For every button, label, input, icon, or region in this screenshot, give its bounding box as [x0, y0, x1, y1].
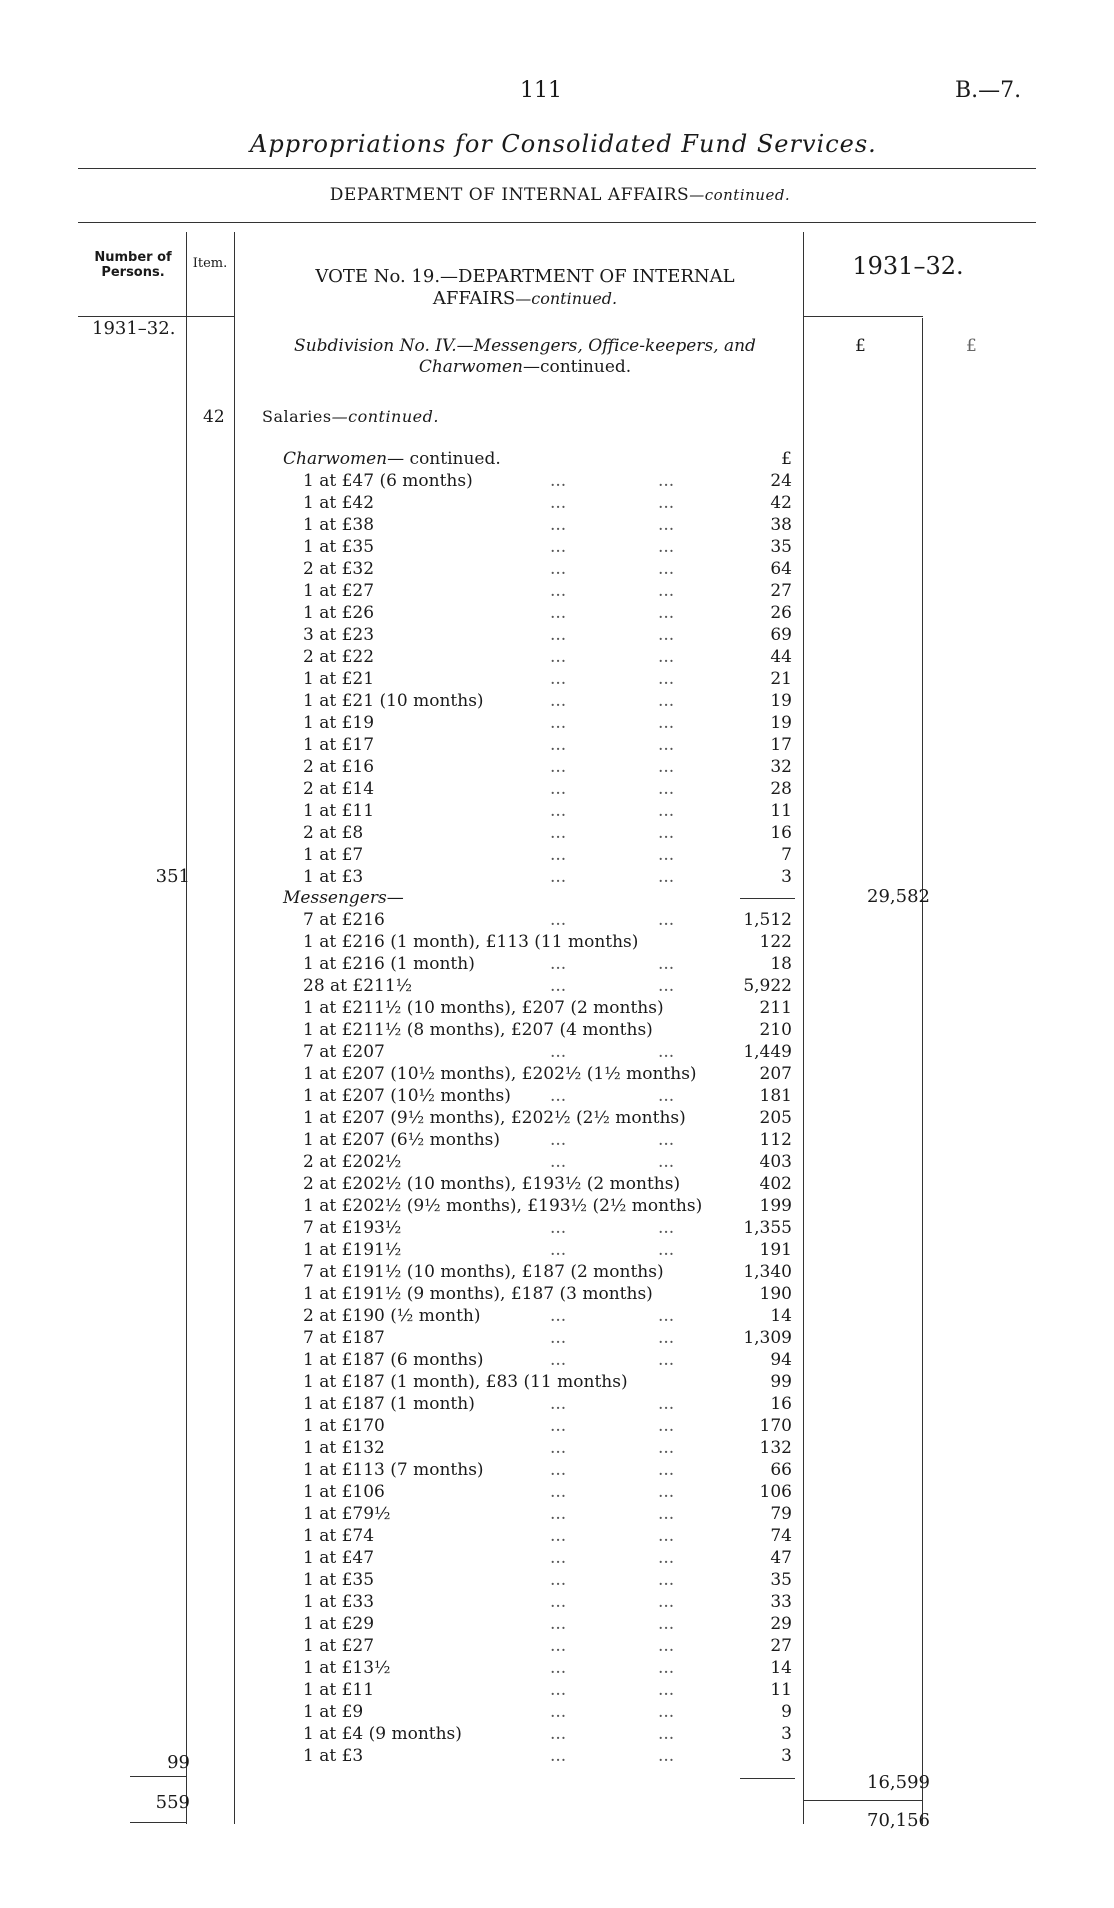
list-item-description: 1 at £187 (1 month), £83 (11 months)	[303, 1372, 628, 1392]
list-item-description: 1 at £74	[303, 1526, 375, 1546]
list-item	[0, 1570, 1114, 1592]
list-item-amount: 17	[770, 735, 792, 755]
leader-dots: ...	[550, 1350, 567, 1370]
currency-label: £	[966, 336, 977, 356]
list-item	[0, 910, 1114, 932]
list-item	[0, 1174, 1114, 1196]
list-item-amount: 11	[770, 801, 792, 821]
leader-dots: ...	[550, 471, 567, 491]
list-item-amount: 403	[759, 1152, 792, 1172]
leader-dots: ...	[658, 1746, 675, 1766]
list-item-amount: 99	[770, 1372, 792, 1392]
list-item-amount: 1,355	[743, 1218, 792, 1238]
persons-year: 1931–32.	[92, 318, 176, 339]
grand-total-persons: 559	[155, 1792, 190, 1813]
list-item-description: 2 at £202½	[303, 1152, 402, 1172]
leader-dots: ...	[658, 1240, 675, 1260]
list-item	[0, 823, 1114, 845]
leader-dots: ...	[658, 1152, 675, 1172]
list-item	[0, 537, 1114, 559]
leader-dots: ...	[658, 779, 675, 799]
list-item-amount: 1,309	[743, 1328, 792, 1348]
leader-dots: ...	[658, 1482, 675, 1502]
list-item	[0, 1306, 1114, 1328]
list-item	[0, 1680, 1114, 1702]
leader-dots: ...	[550, 603, 567, 623]
subtotal-rule	[740, 1778, 795, 1779]
list-item-amount: 3	[781, 1724, 792, 1744]
messengers-total: 16,599	[867, 1772, 930, 1793]
leader-dots: ...	[550, 910, 567, 930]
leader-dots: ...	[658, 1438, 675, 1458]
list-item	[0, 1350, 1114, 1372]
list-item	[0, 625, 1114, 647]
leader-dots: ...	[550, 867, 567, 887]
list-item-description: 1 at £79½	[303, 1504, 391, 1524]
list-item	[0, 1416, 1114, 1438]
leader-dots: ...	[658, 471, 675, 491]
list-item-description: 1 at £207 (10½ months)	[303, 1086, 511, 1106]
leader-dots: ...	[550, 1240, 567, 1260]
leader-dots: ...	[658, 1504, 675, 1524]
list-item-description: 2 at £22	[303, 647, 375, 667]
list-item-description: 1 at £3	[303, 867, 364, 887]
list-item-amount: 27	[770, 1636, 792, 1656]
charwomen-total: 29,582	[867, 886, 930, 907]
leader-dots: ...	[658, 845, 675, 865]
leader-dots: ...	[658, 625, 675, 645]
list-item-description: 1 at £187 (6 months)	[303, 1350, 484, 1370]
list-item-amount: 94	[770, 1350, 792, 1370]
list-item-description: 1 at £207 (10½ months), £202½ (1½ months)	[303, 1064, 697, 1084]
total-rule	[130, 1822, 186, 1823]
leader-dots: ...	[658, 1592, 675, 1612]
leader-dots: ...	[658, 823, 675, 843]
list-item-amount: 42	[770, 493, 792, 513]
list-item	[0, 1658, 1114, 1680]
list-item-description: 1 at £216 (1 month)	[303, 954, 475, 974]
leader-dots: ...	[550, 493, 567, 513]
list-item	[0, 954, 1114, 976]
list-item	[0, 1108, 1114, 1130]
messengers-persons: 99	[167, 1752, 190, 1773]
list-item-description: 1 at £26	[303, 603, 375, 623]
list-item-amount: 47	[770, 1548, 792, 1568]
list-item-description: 1 at £207 (6½ months)	[303, 1130, 501, 1150]
list-item	[0, 471, 1114, 493]
leader-dots: ...	[658, 867, 675, 887]
list-item-description: 2 at £8	[303, 823, 364, 843]
leader-dots: ...	[550, 801, 567, 821]
list-item-amount: 5,922	[743, 976, 792, 996]
list-item	[0, 1064, 1114, 1086]
list-item-description: 1 at £42	[303, 493, 375, 513]
vote-title: VOTE No. 19.—DEPARTMENT OF INTERNAL AFFAIRS—continued.	[315, 266, 735, 309]
list-item-description: 1 at £3	[303, 1746, 364, 1766]
list-item	[0, 976, 1114, 998]
list-item	[0, 1724, 1114, 1746]
leader-dots: ...	[658, 647, 675, 667]
leader-dots: ...	[658, 493, 675, 513]
leader-dots: ...	[550, 823, 567, 843]
list-item-description: 1 at £170	[303, 1416, 385, 1436]
list-item-description: 1 at £187 (1 month)	[303, 1394, 475, 1414]
leader-dots: ...	[550, 559, 567, 579]
leader-dots: ...	[550, 1394, 567, 1414]
list-item-amount: 170	[759, 1416, 792, 1436]
list-item-description: 1 at £29	[303, 1614, 375, 1634]
leader-dots: ...	[658, 1570, 675, 1590]
list-item-amount: 44	[770, 647, 792, 667]
leader-dots: ...	[658, 1130, 675, 1150]
list-item-description: 1 at £4 (9 months)	[303, 1724, 462, 1744]
list-item-amount: 21	[770, 669, 792, 689]
leader-dots: ...	[658, 559, 675, 579]
list-item-description: 1 at £33	[303, 1592, 375, 1612]
list-item-amount: 66	[770, 1460, 792, 1480]
list-item	[0, 669, 1114, 691]
list-item-amount: 210	[759, 1020, 792, 1040]
leader-dots: ...	[550, 669, 567, 689]
list-item-description: 2 at £202½ (10 months), £193½ (2 months)	[303, 1174, 681, 1194]
leader-dots: ...	[550, 735, 567, 755]
leader-dots: ...	[658, 1328, 675, 1348]
list-item-description: 1 at £19	[303, 713, 375, 733]
leader-dots: ...	[550, 1592, 567, 1612]
list-item-description: 2 at £16	[303, 757, 375, 777]
leader-dots: ...	[550, 1306, 567, 1326]
item-column-header: Item.	[192, 256, 228, 271]
leader-dots: ...	[658, 801, 675, 821]
list-item	[0, 1020, 1114, 1042]
leader-dots: ...	[550, 713, 567, 733]
list-item-amount: 16	[770, 823, 792, 843]
leader-dots: ...	[550, 1130, 567, 1150]
department-heading: DEPARTMENT OF INTERNAL AFFAIRS—continued.	[329, 185, 791, 205]
list-item-amount: 106	[759, 1482, 792, 1502]
leader-dots: ...	[658, 1218, 675, 1238]
list-item-description: 1 at £7	[303, 845, 364, 865]
leader-dots: ...	[550, 1702, 567, 1722]
leader-dots: ...	[658, 910, 675, 930]
leader-dots: ...	[550, 1438, 567, 1458]
leader-dots: ...	[550, 1504, 567, 1524]
leader-dots: ...	[550, 515, 567, 535]
list-item-amount: 181	[759, 1086, 792, 1106]
leader-dots: ...	[550, 1614, 567, 1634]
list-item-description: 1 at £35	[303, 537, 375, 557]
list-item-description: 7 at £193½	[303, 1218, 402, 1238]
charwomen-heading: Charwomen— continued.	[283, 449, 501, 469]
list-item-amount: 211	[759, 998, 792, 1018]
list-item-amount: 190	[759, 1284, 792, 1304]
grand-total-amount: 70,156	[867, 1810, 930, 1831]
list-item-description: 1 at £191½ (9 months), £187 (3 months)	[303, 1284, 653, 1304]
leader-dots: ...	[658, 1306, 675, 1326]
list-item-amount: 11	[770, 1680, 792, 1700]
list-item-description: 1 at £11	[303, 1680, 375, 1700]
list-item-description: 1 at £13½	[303, 1658, 391, 1678]
leader-dots: ...	[658, 1724, 675, 1744]
leader-dots: ...	[658, 603, 675, 623]
list-item-description: 1 at £132	[303, 1438, 385, 1458]
leader-dots: ...	[550, 537, 567, 557]
leader-dots: ...	[658, 1548, 675, 1568]
leader-dots: ...	[550, 1218, 567, 1238]
persons-column-header: Number of Persons.	[94, 250, 172, 280]
list-item-description: 2 at £190 (½ month)	[303, 1306, 481, 1326]
leader-dots: ...	[550, 581, 567, 601]
leader-dots: ...	[658, 1658, 675, 1678]
list-item-description: 7 at £187	[303, 1328, 385, 1348]
list-item	[0, 1130, 1114, 1152]
leader-dots: ...	[658, 1086, 675, 1106]
list-item-description: 3 at £23	[303, 625, 375, 645]
list-item-amount: 19	[770, 713, 792, 733]
list-item-description: 1 at £27	[303, 581, 375, 601]
list-item-amount: 29	[770, 1614, 792, 1634]
list-item	[0, 647, 1114, 669]
list-item-amount: 26	[770, 603, 792, 623]
leader-dots: ...	[550, 1570, 567, 1590]
year-column-header: 1931–32.	[852, 252, 964, 280]
document-reference: B.—7.	[955, 78, 1022, 103]
list-item-description: 7 at £207	[303, 1042, 385, 1062]
list-item	[0, 581, 1114, 603]
list-item-description: 1 at £211½ (10 months), £207 (2 months)	[303, 998, 664, 1018]
leader-dots: ...	[550, 1042, 567, 1062]
leader-dots: ...	[550, 647, 567, 667]
leader-dots: ...	[658, 1702, 675, 1722]
leader-dots: ...	[658, 1614, 675, 1634]
subdivision-title: Subdivision No. IV.—Messengers, Office-keepers, and Charwomen—continued.	[294, 336, 756, 377]
list-item-amount: 32	[770, 757, 792, 777]
leader-dots: ...	[550, 1482, 567, 1502]
list-item	[0, 1086, 1114, 1108]
list-item	[0, 779, 1114, 801]
list-item	[0, 1636, 1114, 1658]
list-item-amount: 14	[770, 1658, 792, 1678]
list-item	[0, 1482, 1114, 1504]
list-item	[0, 1284, 1114, 1306]
list-item	[0, 845, 1114, 867]
leader-dots: ...	[658, 1416, 675, 1436]
list-item-amount: 33	[770, 1592, 792, 1612]
list-item-amount: 64	[770, 559, 792, 579]
list-item-amount: 16	[770, 1394, 792, 1414]
list-item	[0, 1042, 1114, 1064]
leader-dots: ...	[658, 691, 675, 711]
list-item-description: 2 at £32	[303, 559, 375, 579]
leader-dots: ...	[658, 1350, 675, 1370]
list-item-description: 1 at £211½ (8 months), £207 (4 months)	[303, 1020, 653, 1040]
list-item-amount: 191	[759, 1240, 792, 1260]
list-item-description: 1 at £202½ (9½ months), £193½ (2½ months)	[303, 1196, 703, 1216]
messengers-heading: Messengers—	[283, 888, 404, 908]
list-item	[0, 713, 1114, 735]
leader-dots: ...	[658, 1394, 675, 1414]
list-item-amount: 3	[781, 1746, 792, 1766]
leader-dots: ...	[550, 1152, 567, 1172]
leader-dots: ...	[658, 1526, 675, 1546]
list-item-amount: 3	[781, 867, 792, 887]
list-item-amount: 18	[770, 954, 792, 974]
list-item	[0, 1614, 1114, 1636]
list-item-description: 1 at £113 (7 months)	[303, 1460, 484, 1480]
total-rule	[130, 1776, 186, 1777]
list-item-amount: 27	[770, 581, 792, 601]
list-item-description: 1 at £11	[303, 801, 375, 821]
list-item-amount: 402	[759, 1174, 792, 1194]
list-item	[0, 515, 1114, 537]
list-item	[0, 1592, 1114, 1614]
list-item	[0, 1218, 1114, 1240]
list-item-amount: 35	[770, 537, 792, 557]
list-item	[0, 735, 1114, 757]
list-item-amount: 122	[759, 932, 792, 952]
list-item-description: 1 at £216 (1 month), £113 (11 months)	[303, 932, 639, 952]
list-item-description: 1 at £207 (9½ months), £202½ (2½ months)	[303, 1108, 686, 1128]
leader-dots: ...	[550, 1416, 567, 1436]
leader-dots: ...	[550, 625, 567, 645]
page-number: 111	[520, 78, 562, 103]
list-item-amount: 112	[759, 1130, 792, 1150]
list-item	[0, 1240, 1114, 1262]
list-item-amount: 132	[759, 1438, 792, 1458]
list-item-amount: 199	[759, 1196, 792, 1216]
leader-dots: ...	[658, 976, 675, 996]
list-item	[0, 801, 1114, 823]
subtotal-rule	[740, 898, 795, 899]
leader-dots: ...	[658, 515, 675, 535]
list-item	[0, 1262, 1114, 1284]
list-item-description: 7 at £216	[303, 910, 385, 930]
list-item-amount: 7	[781, 845, 792, 865]
leader-dots: ...	[658, 537, 675, 557]
list-item	[0, 1548, 1114, 1570]
list-item-description: 1 at £35	[303, 1570, 375, 1590]
list-item	[0, 603, 1114, 625]
list-item-amount: 38	[770, 515, 792, 535]
charwomen-persons: 351	[155, 866, 190, 887]
leader-dots: ...	[658, 757, 675, 777]
item-number: 42	[203, 407, 225, 427]
list-item-description: 28 at £211½	[303, 976, 413, 996]
list-item-amount: 14	[770, 1306, 792, 1326]
list-item-description: 1 at £191½	[303, 1240, 402, 1260]
list-item-description: 1 at £38	[303, 515, 375, 535]
list-item-amount: 28	[770, 779, 792, 799]
list-item	[0, 1196, 1114, 1218]
leader-dots: ...	[550, 1460, 567, 1480]
leader-dots: ...	[550, 1658, 567, 1678]
list-item-description: 1 at £17	[303, 735, 375, 755]
leader-dots: ...	[550, 954, 567, 974]
list-item	[0, 1526, 1114, 1548]
leader-dots: ...	[658, 669, 675, 689]
leader-dots: ...	[550, 1526, 567, 1546]
list-item-amount: 207	[759, 1064, 792, 1084]
total-rule	[803, 1800, 923, 1801]
list-item-description: 1 at £21 (10 months)	[303, 691, 484, 711]
list-item-description: 7 at £191½ (10 months), £187 (2 months)	[303, 1262, 664, 1282]
currency-label: £	[781, 449, 792, 469]
leader-dots: ...	[550, 976, 567, 996]
list-item	[0, 493, 1114, 515]
list-item-description: 1 at £106	[303, 1482, 385, 1502]
list-item-amount: 69	[770, 625, 792, 645]
list-item-amount: 9	[781, 1702, 792, 1722]
leader-dots: ...	[550, 779, 567, 799]
leader-dots: ...	[658, 581, 675, 601]
leader-dots: ...	[550, 1680, 567, 1700]
leader-dots: ...	[658, 1460, 675, 1480]
list-item-amount: 24	[770, 471, 792, 491]
list-item	[0, 1460, 1114, 1482]
leader-dots: ...	[550, 691, 567, 711]
list-item-amount: 1,340	[743, 1262, 792, 1282]
list-item	[0, 757, 1114, 779]
leader-dots: ...	[658, 1680, 675, 1700]
list-item	[0, 559, 1114, 581]
list-item-amount: 79	[770, 1504, 792, 1524]
list-item-amount: 35	[770, 1570, 792, 1590]
list-item	[0, 1504, 1114, 1526]
list-item	[0, 998, 1114, 1020]
leader-dots: ...	[658, 1042, 675, 1062]
list-item	[0, 1328, 1114, 1350]
leader-dots: ...	[550, 1548, 567, 1568]
leader-dots: ...	[550, 1746, 567, 1766]
list-item	[0, 1438, 1114, 1460]
leader-dots: ...	[658, 735, 675, 755]
page-title: Appropriations for Consolidated Fund Services.	[250, 130, 877, 158]
leader-dots: ...	[658, 954, 675, 974]
leader-dots: ...	[550, 757, 567, 777]
item-label: Salaries—continued.	[262, 407, 439, 426]
list-item	[0, 1394, 1114, 1416]
leader-dots: ...	[658, 1636, 675, 1656]
leader-dots: ...	[550, 1086, 567, 1106]
list-item	[0, 1152, 1114, 1174]
leader-dots: ...	[550, 845, 567, 865]
list-item	[0, 932, 1114, 954]
list-item-amount: 1,449	[743, 1042, 792, 1062]
list-item-description: 1 at £21	[303, 669, 375, 689]
list-item-amount: 19	[770, 691, 792, 711]
list-item	[0, 691, 1114, 713]
list-item-description: 1 at £9	[303, 1702, 364, 1722]
list-item	[0, 1702, 1114, 1724]
list-item-amount: 1,512	[743, 910, 792, 930]
list-item-amount: 74	[770, 1526, 792, 1546]
list-item	[0, 1372, 1114, 1394]
list-item-description: 2 at £14	[303, 779, 375, 799]
leader-dots: ...	[550, 1724, 567, 1744]
leader-dots: ...	[658, 713, 675, 733]
leader-dots: ...	[550, 1328, 567, 1348]
list-item-description: 1 at £47 (6 months)	[303, 471, 473, 491]
list-item-description: 1 at £47	[303, 1548, 375, 1568]
list-item-amount: 205	[759, 1108, 792, 1128]
leader-dots: ...	[550, 1636, 567, 1656]
currency-label: £	[855, 336, 866, 356]
list-item-description: 1 at £27	[303, 1636, 375, 1656]
